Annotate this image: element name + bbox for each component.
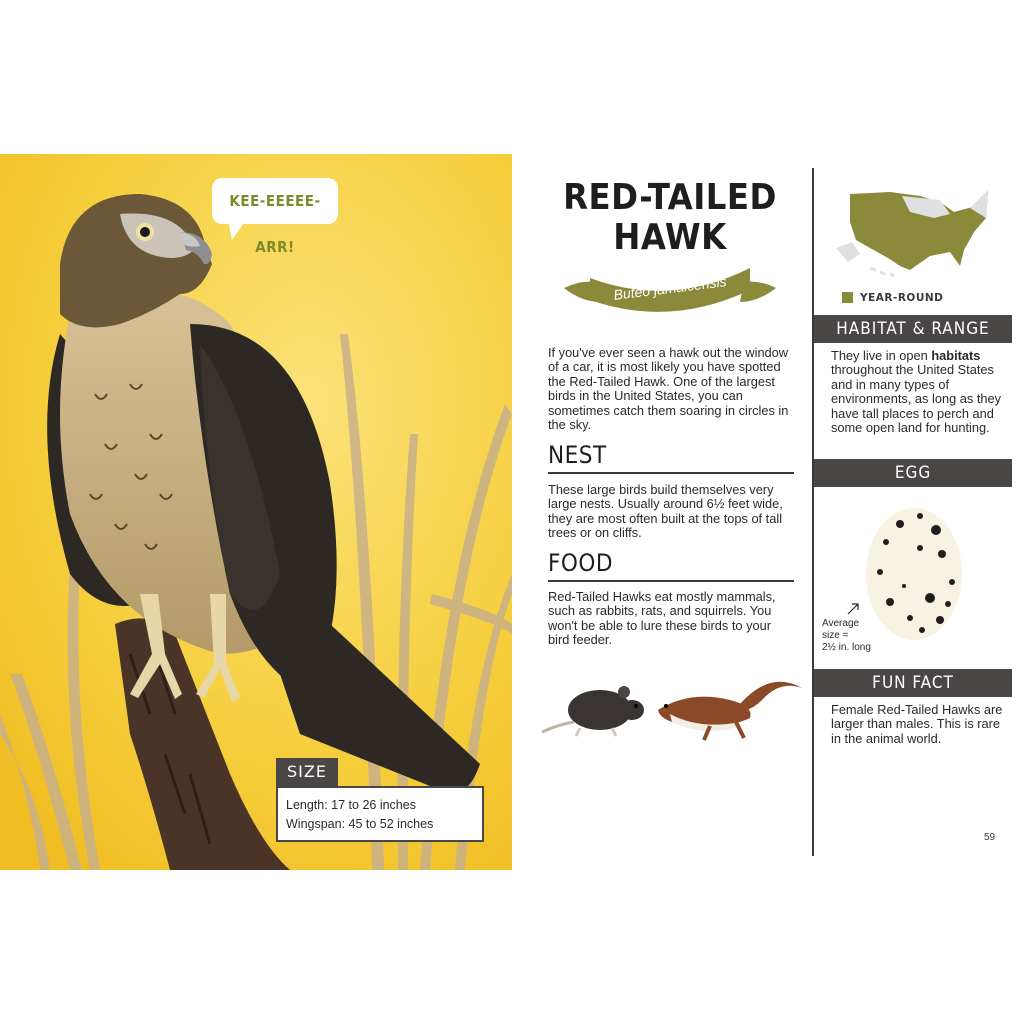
size-wingspan: Wingspan: 45 to 52 inches <box>286 817 434 831</box>
scientific-name: Buteo jamaicensis <box>612 273 728 303</box>
title-line-2: HAWK <box>613 217 727 258</box>
food-heading: FOOD <box>548 549 614 577</box>
egg-size-note <box>822 618 882 654</box>
egg-note-line-3: 2½ in. long <box>822 642 871 653</box>
page-title <box>560 178 780 258</box>
title-line-1: RED-TAILED <box>563 177 777 218</box>
page-number: 59 <box>984 832 996 843</box>
egg-note-line-2: size = <box>822 630 849 641</box>
size-box <box>276 786 484 842</box>
habitat-text-part1: They live in open <box>831 348 932 363</box>
egg-note-line-1: Average <box>822 618 860 629</box>
food-text: Red-Tailed Hawks eat mostly mammals, such as rabbits, rats, and squirrels. You won't be able to lure these birds to your bird feeder. <box>548 589 776 648</box>
column-divider <box>812 168 814 856</box>
egg-heading: EGG <box>814 459 1012 487</box>
intro-text: If you've ever seen a hawk out the window of a car, it is most likely you have spotted the Red-Tailed Hawk. One of the largest birds in the United States, you can sometimes catch them soaring in circles in the sky. <box>548 345 789 433</box>
nest-text: These large birds build themselves very large nests. Usually around 6½ feet wide, they are most often built at the tops of tall trees or on cliffs. <box>548 482 783 541</box>
size-heading: SIZE <box>276 758 338 786</box>
habitat-heading: HABITAT & RANGE <box>814 315 1012 343</box>
weasel-icon <box>658 682 802 740</box>
fun-fact-heading: FUN FACT <box>814 669 1012 697</box>
hawk-call: KEE-EEEEE-ARR! <box>229 192 321 256</box>
arrow-icon <box>846 602 860 616</box>
habitat-text-bold: habitats <box>931 348 981 363</box>
legend-swatch <box>842 292 853 303</box>
prey-illustration <box>540 670 810 750</box>
nest-divider <box>548 472 794 474</box>
rat-icon <box>542 686 644 736</box>
food-divider <box>548 580 794 582</box>
size-length: Length: 17 to 26 inches <box>286 798 416 812</box>
habitat-text <box>831 349 1003 435</box>
fun-fact-text: Female Red-Tailed Hawks are larger than males. This is rare in the animal world. <box>831 702 1003 746</box>
range-map <box>830 182 990 282</box>
nest-heading: NEST <box>548 441 607 469</box>
habitat-text-part2: throughout the United States and in many types of environments, as long as they have tall places to perch and some open land for hunting. <box>831 362 1002 436</box>
map-legend: YEAR-ROUND <box>860 292 944 304</box>
